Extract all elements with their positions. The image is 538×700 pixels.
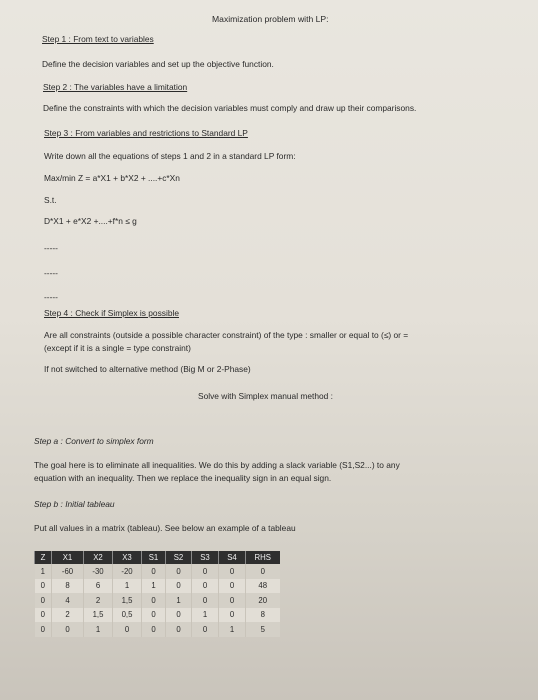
step-a-text-1: The goal here is to eliminate all inequalities. We do this by adding a slack variable (S1,S2...) to any (34, 460, 400, 470)
tableau-cell: 1 (142, 579, 166, 594)
simplex-tableau (34, 551, 280, 637)
tableau-cell: 0 (166, 608, 192, 623)
step1-heading: Step 1 : From text to variables (42, 34, 154, 44)
header-cell: S2 (166, 551, 192, 564)
placeholder-dots-1: ----- (44, 243, 58, 253)
tableau-cell: 0 (142, 593, 166, 608)
tableau-cell: 2 (84, 593, 113, 608)
step4-heading: Step 4 : Check if Simplex is possible (44, 308, 179, 318)
step4-text-3: If not switched to alternative method (Big M or 2-Phase) (44, 364, 251, 374)
tableau-cell: 0 (192, 593, 219, 608)
tableau-header-row (35, 551, 280, 564)
step-a-heading: Step a : Convert to simplex form (34, 436, 154, 446)
placeholder-dots-3: ----- (44, 292, 58, 302)
constraint-formula: D*X1 + e*X2 +....+f*n ≤ g (44, 216, 137, 226)
tableau-cell: 0 (142, 564, 166, 579)
tableau-cell: 0,5 (113, 608, 142, 623)
step2-heading: Step 2 : The variables have a limitation (43, 82, 188, 92)
page-title: Maximization problem with LP: (212, 14, 329, 24)
tableau-cell: 8 (52, 579, 84, 594)
tableau-cell: 0 (166, 579, 192, 594)
step-a-text-2: equation with an inequality. Then we replace the inequality sign in an equal sign. (34, 473, 332, 483)
tableau-cell: 1 (219, 622, 246, 637)
tableau-cell: -30 (84, 564, 113, 579)
tableau-cell: 0 (35, 622, 52, 637)
header-cell: S4 (219, 551, 246, 564)
tableau-row (35, 622, 280, 637)
tableau-cell: 0 (142, 622, 166, 637)
tableau-cell: 1,5 (84, 608, 113, 623)
objective-function: Max/min Z = a*X1 + b*X2 + ....+c*Xn (44, 173, 180, 183)
tableau-cell: 20 (246, 593, 280, 608)
tableau-cell: 0 (192, 564, 219, 579)
header-cell: Z (35, 551, 52, 564)
tableau-cell: 6 (84, 579, 113, 594)
tableau-cell: 0 (192, 579, 219, 594)
step3-heading: Step 3 : From variables and restrictions to Standard LP (44, 128, 248, 138)
tableau-cell: 0 (166, 564, 192, 579)
step4-text-1: Are all constraints (outside a possible character constraint) of the type : smaller or equal to (≤) or = (44, 330, 409, 340)
tableau-cell: 4 (52, 593, 84, 608)
step3-text: Write down all the equations of steps 1 and 2 in a standard LP form: (44, 151, 296, 161)
tableau-cell: 0 (192, 622, 219, 637)
step2-text: Define the constraints with which the decision variables must comply and draw up their comparisons. (43, 103, 417, 113)
tableau-cell: 0 (219, 579, 246, 594)
tableau-row (35, 579, 280, 594)
tableau-row (35, 593, 280, 608)
tableau-cell: 0 (113, 622, 142, 637)
tableau-cell: -20 (113, 564, 142, 579)
tableau-cell: 1 (84, 622, 113, 637)
tableau-cell: 8 (246, 608, 280, 623)
tableau-cell: 0 (246, 564, 280, 579)
subject-to-label: S.t. (44, 195, 57, 205)
step4-text-2: (except if it is a single = type constraint) (44, 343, 191, 353)
step-b-heading: Step b : Initial tableau (34, 499, 115, 509)
tableau-cell: 5 (246, 622, 280, 637)
header-cell: X2 (84, 551, 113, 564)
tableau-cell: 0 (52, 622, 84, 637)
header-cell: X1 (52, 551, 84, 564)
tableau-cell: 48 (246, 579, 280, 594)
tableau-cell: 0 (35, 593, 52, 608)
tableau-cell: 0 (142, 608, 166, 623)
tableau-cell: 0 (166, 622, 192, 637)
tableau-cell: 1 (192, 608, 219, 623)
tableau-cell: 0 (35, 608, 52, 623)
header-cell: S1 (142, 551, 166, 564)
tableau-cell: 1,5 (113, 593, 142, 608)
placeholder-dots-2: ----- (44, 268, 58, 278)
step4-text-4: Solve with Simplex manual method : (198, 391, 333, 401)
tableau-cell: -60 (52, 564, 84, 579)
header-cell: RHS (246, 551, 280, 564)
step1-text: Define the decision variables and set up the objective function. (42, 59, 274, 69)
tableau-row (35, 608, 280, 623)
tableau-cell: 1 (35, 564, 52, 579)
tableau-cell: 0 (35, 579, 52, 594)
tableau-cell: 0 (219, 593, 246, 608)
step-b-text: Put all values in a matrix (tableau). See below an example of a tableau (34, 523, 296, 533)
tableau-row (35, 564, 280, 579)
tableau-cell: 2 (52, 608, 84, 623)
tableau-cell: 0 (219, 608, 246, 623)
header-cell: S3 (192, 551, 219, 564)
header-cell: X3 (113, 551, 142, 564)
tableau-cell: 1 (166, 593, 192, 608)
tableau-cell: 1 (113, 579, 142, 594)
tableau-cell: 0 (219, 564, 246, 579)
